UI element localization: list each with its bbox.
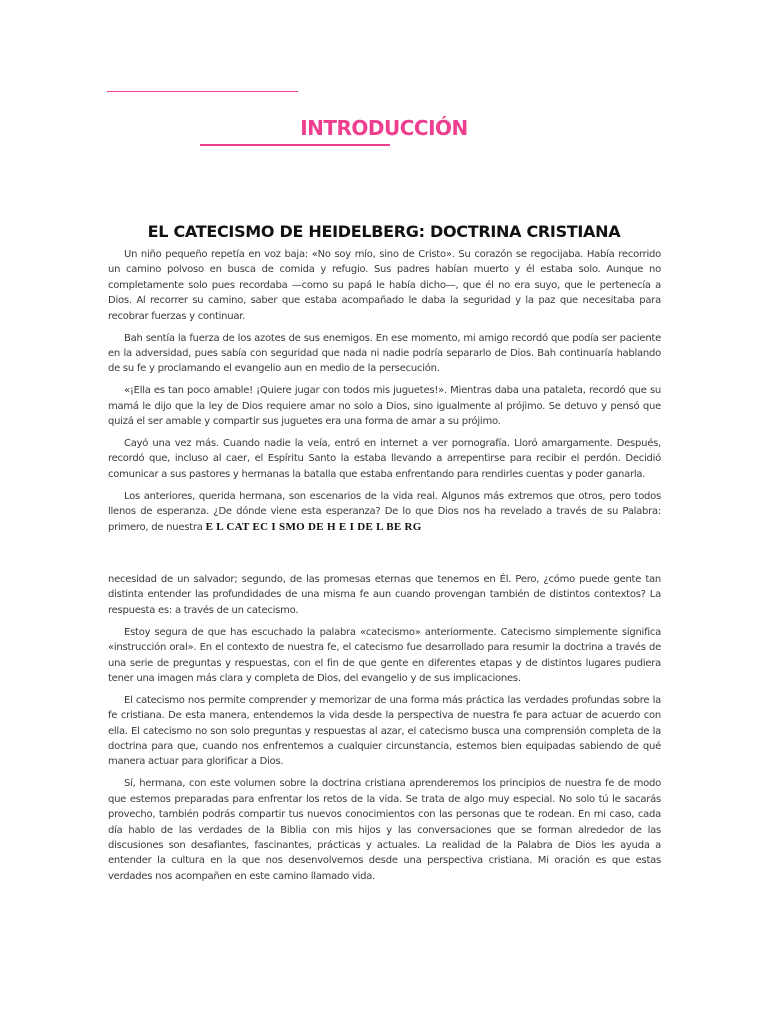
paragraph: Un niño pequeño repetía en voz baja: «No soy mío, sino de Cristo». Su corazón se regocijaba. Había recorrido un camino polvoso en busca de comida y refugio. Sus padres habían muerto y él estaba solo. Aunque no completamente solo pues recordaba —como su papá le había dicho—, que él no era suyo, que le pertenecía a Dios. Al recorrer su camino, saber que estaba acompañado le daba la seguridad y la paz que necesitaba para recobrar fuerzas y continuar. [108, 249, 661, 322]
top-decorative-rule [107, 91, 298, 92]
paragraph: El catecismo nos permite comprender y memorizar de una forma más práctica las verdades profundas sobre la fe cristiana. De esta manera, entendemos la vida desde la perspectiva de nuestra fe para actuar de acuerdo con ella. El catecismo no son solo preguntas y respuestas al azar, el catecismo busca una comprensión completa de la doctrina para que, cuando nos enfrentemos a cualquier circunstancia, estemos bien equipadas sabiendo de qué manera actuar para glorificar a Dios. [108, 694, 661, 768]
chapter-title-underline [200, 144, 390, 146]
paragraph: Estoy segura de que has escuchado la palabra «catecismo» anteriormente. Catecismo simplemente significa «instrucción oral». En el contexto de nuestra fe, el catecismo fue desarrollado para resumir la doctrina a través de una serie de preguntas y respuestas, con el fin de que gente en diferentes etapas y de distintos lugares pudiera tener una imagen más clara y completa de Dios, del evangelio y de sus implicaciones. [108, 626, 661, 684]
book-title-caps: E L CAT EC I SMO DE H E I DE L BE RG [205, 520, 422, 533]
chapter-title: INTRODUCCIÓN [300, 116, 468, 140]
paragraph: Bah sentía la fuerza de los azotes de sus enemigos. En ese momento, mi amigo recordó que podía ser paciente en la adversidad, pues sabía con seguridad que nada ni nadie podría separarlo de Dios. Bah continuaría hablando de su fe y proclamando el evangelio aun en medio de la persecución. [108, 332, 661, 375]
body-text-lower [108, 572, 661, 891]
body-text-upper [108, 247, 661, 541]
paragraph-continuation: necesidad de un salvador; segundo, de las promesas eternas que tenemos en Él. Pero, ¿cómo puede gente tan distinta entender las profundidades de una misma fe aun cuando provengan también de distintos contextos? La respuesta es: a través de un catecismo. [108, 574, 661, 616]
paragraph-text: Los anteriores, querida hermana, son escenarios de la vida real. Algunos más extremos que otros, pero todos llenos de esperanza. ¿De dónde viene esta esperanza? De lo que Dios nos ha revelado a través de su Palabra: primero, de nuestra [108, 490, 661, 533]
paragraph: Cayó una vez más. Cuando nadie la veía, entró en internet a ver pornografía. Lloró amargamente. Después, recordó que, incluso al caer, el Espíritu Santo la estaba llevando a arrepentirse para recibir el perdón. Decidió comunicar a sus pastores y hermanas la batalla que estaba enfrentando para rendirles cuentas y poder ganarla. [108, 437, 661, 480]
paragraph [108, 489, 661, 535]
paragraph: Sí, hermana, con este volumen sobre la doctrina cristiana aprenderemos los principios de nuestra fe de modo que estemos preparadas para enfrentar los retos de la vida. Se trata de algo muy especial. No solo tú le sacarás provecho, también podrás compartir tus nuevos conocimientos con las personas que te rodean. En mi caso, cada día hablo de las verdades de la Biblia con mis hijos y las conversaciones que se forman alrededor de las discusiones son desafiantes, fascinantes, prácticas y actuales. La realidad de la Palabra de Dios les ayuda a entender la cultura en la que nos desenvolvemos desde una perspectiva cristiana. Mi oración es que estas verdades nos acompañen en este camino llamado vida. [108, 778, 661, 882]
section-title: EL CATECISMO DE HEIDELBERG: DOCTRINA CRISTIANA [147, 222, 621, 241]
paragraph: «¡Ella es tan poco amable! ¡Quiere jugar con todos mis juguetes!». Mientras daba una pataleta, recordó que su mamá le dijo que la ley de Dios requiere amar no solo a Dios, sino igualmente al prójimo. Se detuvo y pensó que quizá el ser amable y compartir sus juguetes era una forma de amar a su prójimo. [108, 385, 661, 428]
